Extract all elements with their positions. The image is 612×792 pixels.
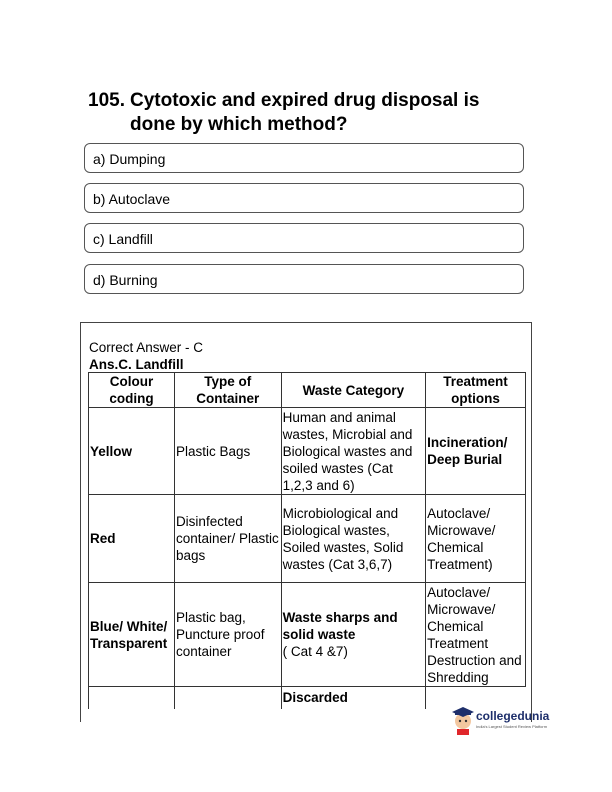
- cell-category-rest: ( Cat 4 &7): [282, 644, 348, 659]
- table-row: [89, 408, 526, 495]
- header-treatment: Treatment options: [426, 373, 526, 408]
- table-header-row: [89, 373, 526, 408]
- header-colour: Colour coding: [89, 373, 175, 408]
- logo-name: collegedunia: [476, 709, 550, 723]
- cell-colour: Red: [89, 495, 175, 583]
- answer-title: Ans.C. Landfill: [89, 357, 184, 372]
- cell-colour: Blue/ White/ Transparent: [89, 583, 175, 687]
- table-row: [89, 583, 526, 687]
- cell-category: Human and animal wastes, Microbial and Biological wastes and soiled wastes (Cat 1,2,3 and 6): [281, 408, 426, 495]
- cell-category: [281, 583, 426, 687]
- cell-container: [174, 687, 281, 709]
- waste-table: [88, 372, 526, 709]
- cell-container: Disinfected container/ Plastic bags: [174, 495, 281, 583]
- cell-container: Plastic bag, Puncture proof container: [174, 583, 281, 687]
- cell-treatment: Incineration/ Deep Burial: [426, 408, 526, 495]
- question-text: Cytotoxic and expired drug disposal is done by which method?: [130, 90, 480, 135]
- header-container: Type of Container: [174, 373, 281, 408]
- option-c[interactable]: c) Landfill: [84, 223, 524, 253]
- option-d[interactable]: d) Burning: [84, 264, 524, 294]
- logo-tagline: India's Largest Student Review Platform: [476, 724, 548, 729]
- cell-treatment: Autoclave/ Microwave/ Chemical Treatment Destruction and Shredding: [426, 583, 526, 687]
- cell-container: Plastic Bags: [174, 408, 281, 495]
- cell-category: Discarded: [281, 687, 426, 709]
- cell-colour: [89, 687, 175, 709]
- option-a[interactable]: a) Dumping: [84, 143, 524, 173]
- option-b[interactable]: b) Autoclave: [84, 183, 524, 213]
- question-number: 105.: [88, 90, 125, 111]
- header-category: Waste Category: [281, 373, 426, 408]
- cell-treatment: Autoclave/ Microwave/ Chemical Treatment): [426, 495, 526, 583]
- cell-category-bold: Waste sharps and solid waste: [282, 610, 398, 642]
- correct-answer: Correct Answer - C: [89, 340, 204, 355]
- cell-colour: Yellow: [89, 408, 175, 495]
- table-row: [89, 495, 526, 583]
- cell-category: Microbiological and Biological wastes, Soiled wastes, Solid wastes (Cat 3,6,7): [281, 495, 426, 583]
